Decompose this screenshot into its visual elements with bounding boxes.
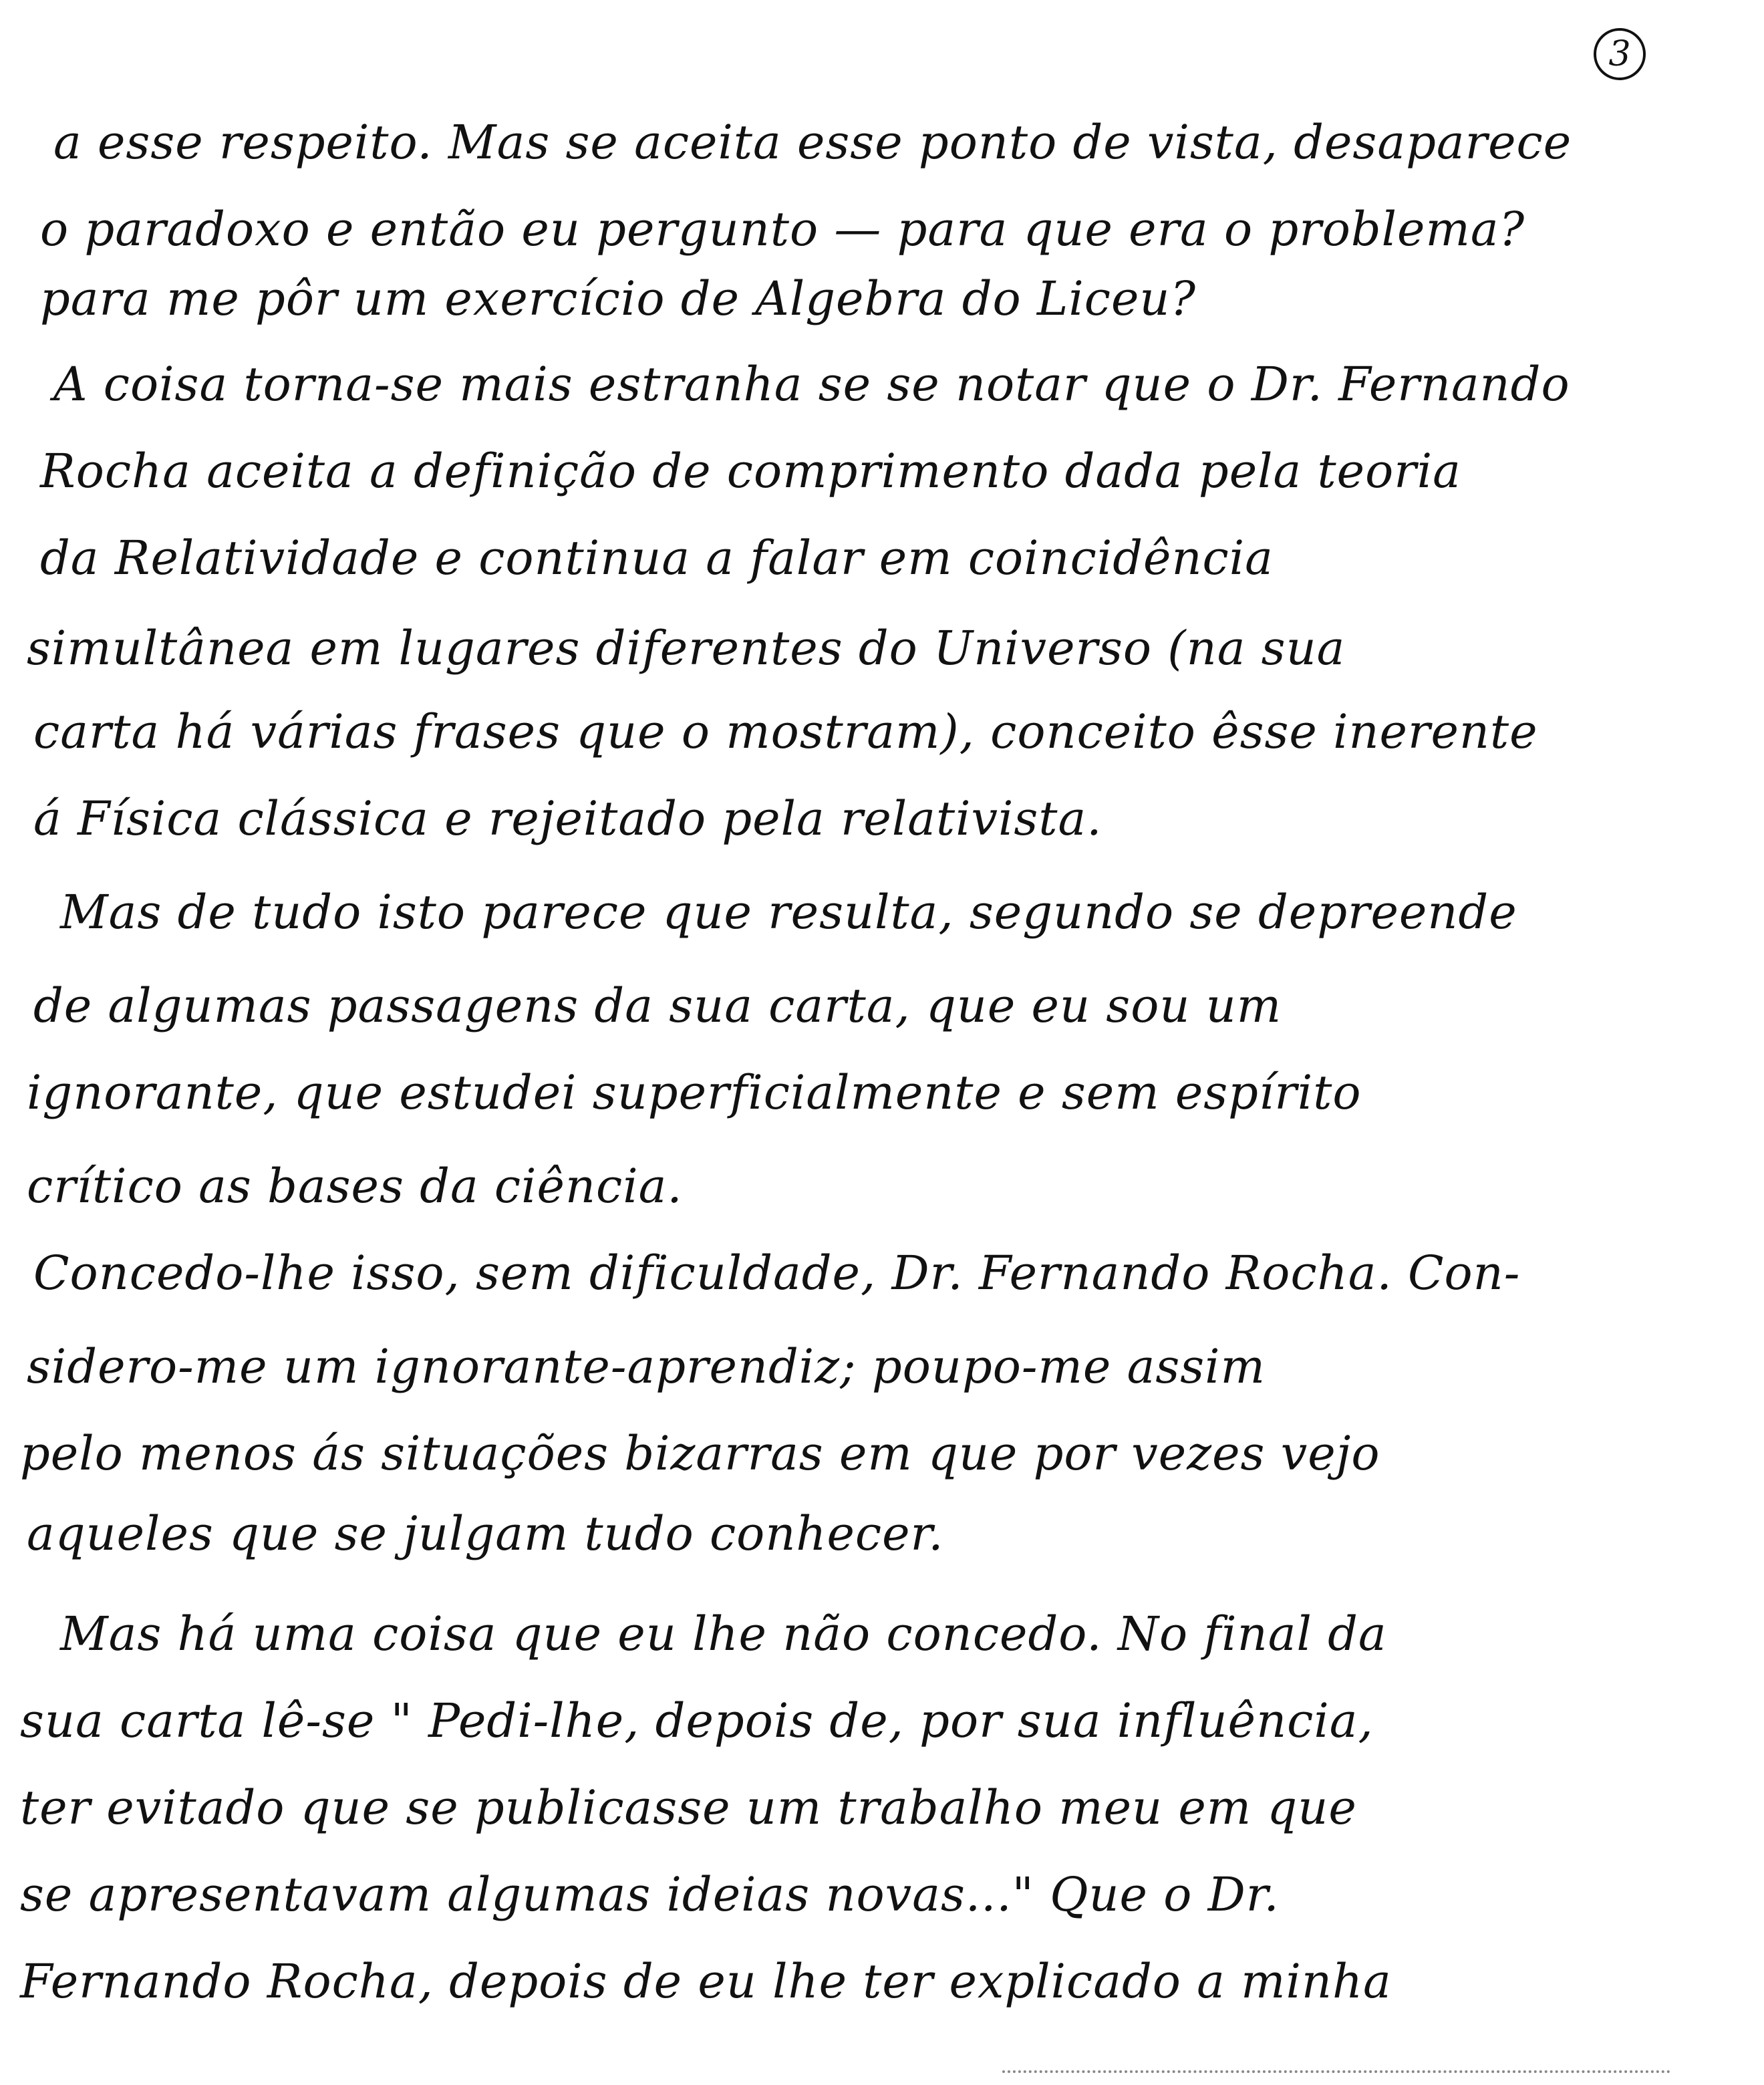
text-line-20: ter evitado que se publicasse um trabalho meu em que [20, 1780, 1357, 1835]
text-line-7: simultânea em lugares diferentes do Universo (na sua [27, 621, 1346, 676]
text-line-6: da Relatividade e continua a falar em coincidência [40, 531, 1274, 585]
text-line-18: Mas há uma coisa que eu lhe não concedo. No final da [60, 1607, 1387, 1661]
text-line-1: a esse respeito. Mas se aceita esse ponto de vista, desaparece [53, 115, 1572, 170]
text-line-8: carta há várias frases que o mostram), conceito êsse inerente [33, 704, 1538, 759]
text-line-10: Mas de tudo isto parece que resulta, segundo se depreende [60, 885, 1517, 940]
text-line-15: sidero-me um ignorante-aprendiz; poupo-me assim [27, 1339, 1266, 1394]
text-line-16: pelo menos ás situações bizarras em que por vezes vejo [20, 1426, 1380, 1481]
text-line-4: A coisa torna-se mais estranha se se notar que o Dr. Fernando [53, 357, 1570, 412]
text-line-9: á Física clássica e rejeitado pela relativista. [33, 791, 1102, 846]
text-line-21: se apresentavam algumas ideias novas..." Que o Dr. [20, 1867, 1280, 1922]
text-line-22: Fernando Rocha, depois de eu lhe ter explicado a minha [20, 1954, 1392, 2009]
text-line-11: de algumas passagens da sua carta, que eu sou um [33, 978, 1282, 1033]
text-line-12: ignorante, que estudei superficialmente e sem espírito [27, 1065, 1362, 1120]
text-line-3: para me pôr um exercício de Algebra do Liceu? [40, 271, 1197, 326]
text-line-14: Concedo-lhe isso, sem dificuldade, Dr. Fernando Rocha. Con- [33, 1246, 1521, 1300]
text-line-5: Rocha aceita a definição de comprimento dada pela teoria [40, 444, 1461, 499]
page-number: 3 [1594, 28, 1646, 80]
text-line-2: o paradoxo e então eu pergunto — para que era o problema? [40, 202, 1525, 257]
text-line-13: crítico as bases da ciência. [27, 1159, 683, 1214]
text-line-17: aqueles que se julgam tudo conhecer. [27, 1506, 944, 1561]
text-line-19: sua carta lê-se " Pedi-lhe, depois de, por sua influência, [20, 1693, 1374, 1748]
scan-noise-marks [1002, 2070, 1670, 2078]
